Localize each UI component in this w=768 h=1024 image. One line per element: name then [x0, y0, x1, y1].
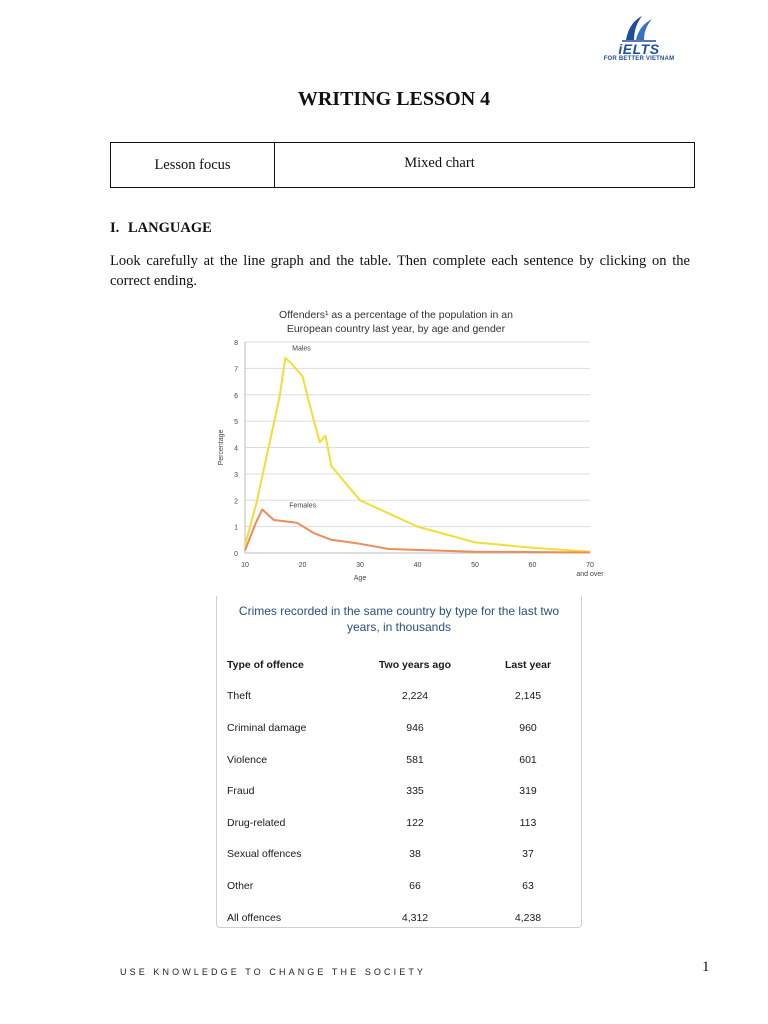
- series-line-females: [245, 510, 590, 553]
- x-tick-label: 20: [298, 562, 307, 569]
- last-year-value: 601: [519, 753, 537, 766]
- table-row: [217, 775, 581, 807]
- header-last-year: Last year: [504, 658, 552, 671]
- two-years-ago-value: 122: [406, 816, 424, 829]
- two-years-ago-value: 4,312: [401, 911, 429, 924]
- table-row: [217, 870, 581, 902]
- section-number: I.: [110, 220, 120, 236]
- offence-type: Fraud: [227, 785, 255, 798]
- y-tick-label: 6: [234, 392, 238, 400]
- table-row: [217, 744, 581, 776]
- last-year-value: 113: [519, 816, 537, 829]
- chart-svg: [210, 300, 610, 585]
- table-row: [217, 839, 581, 871]
- ielts-logo: [594, 14, 684, 66]
- two-years-ago-value: 66: [409, 879, 421, 892]
- two-years-ago-value: 38: [409, 848, 421, 861]
- header-type: Type of offence: [227, 658, 304, 671]
- offence-type: Theft: [227, 690, 251, 703]
- lesson-focus-value: Mixed chart: [404, 155, 475, 171]
- logo-wordmark: iELTS: [618, 41, 660, 57]
- table-row: [217, 712, 581, 744]
- table-row: [217, 902, 581, 934]
- x-tick-label: 40: [413, 562, 422, 569]
- x-tick-label: and over: [576, 571, 604, 578]
- series-label: Males: [292, 345, 311, 353]
- y-tick-label: 3: [234, 471, 238, 479]
- y-tick-label: 8: [234, 340, 238, 347]
- y-axis-label: Percentage: [218, 429, 225, 466]
- last-year-value: 2,145: [514, 690, 542, 703]
- x-tick-label: 50: [471, 562, 479, 569]
- last-year-value: 37: [522, 848, 534, 861]
- sail-icon: [620, 14, 658, 42]
- last-year-value: 4,238: [514, 911, 542, 924]
- offence-type: All offences: [227, 911, 282, 924]
- table-row: [217, 807, 581, 839]
- header-two-years-ago: Two years ago: [378, 658, 452, 671]
- lesson-focus-table: [110, 142, 695, 188]
- offence-type: Other: [227, 879, 254, 892]
- y-tick-label: 2: [234, 498, 238, 506]
- y-tick-label: 1: [234, 524, 238, 532]
- chart-title: European country last year, by age and gender: [286, 323, 506, 335]
- last-year-value: 960: [519, 721, 537, 734]
- table-header-row: [217, 649, 581, 681]
- page-number: 1: [702, 959, 710, 975]
- offence-type: Sexual offences: [227, 848, 302, 861]
- x-tick-label: 10: [241, 562, 249, 569]
- footer-motto: USE KNOWLEDGE TO CHANGE THE SOCIETY: [120, 967, 427, 977]
- x-tick-label: 30: [356, 562, 364, 569]
- y-tick-label: 4: [234, 445, 238, 453]
- section-title: LANGUAGE: [128, 220, 212, 236]
- x-axis-label: Age: [353, 575, 367, 582]
- offence-type: Drug-related: [227, 816, 286, 829]
- x-tick-label: 70: [586, 562, 594, 569]
- section-heading: [110, 220, 212, 237]
- two-years-ago-value: 2,224: [401, 690, 429, 703]
- two-years-ago-value: 335: [406, 785, 424, 798]
- crimes-data-table: [217, 649, 581, 933]
- offence-type: Criminal damage: [227, 721, 307, 734]
- two-years-ago-value: 581: [406, 753, 424, 766]
- lesson-focus-label: Lesson focus: [111, 143, 275, 187]
- y-tick-label: 5: [234, 419, 238, 427]
- last-year-value: 63: [522, 879, 534, 892]
- y-tick-label: 7: [234, 366, 238, 374]
- last-year-value: 319: [519, 785, 537, 798]
- y-tick-label: 0: [234, 551, 238, 558]
- two-years-ago-value: 946: [406, 721, 424, 734]
- x-tick-label: 60: [528, 562, 537, 569]
- logo-tagline: FOR BETTER VIETNAM: [603, 56, 675, 62]
- chart-title: Offenders¹ as a percentage of the population in an: [279, 309, 513, 321]
- offenders-line-chart: [210, 300, 610, 585]
- instructions-text: Look carefully at the line graph and the table. Then complete each sentence by clicking on the correct ending.: [110, 253, 690, 289]
- crimes-table: [216, 596, 582, 928]
- page-title: WRITING LESSON 4: [297, 88, 491, 110]
- crimes-table-caption: Crimes recorded in the same country by type for the last two years, in thousands: [238, 604, 560, 634]
- offence-type: Violence: [227, 753, 268, 766]
- series-label: Females: [289, 502, 317, 510]
- table-row: [217, 681, 581, 713]
